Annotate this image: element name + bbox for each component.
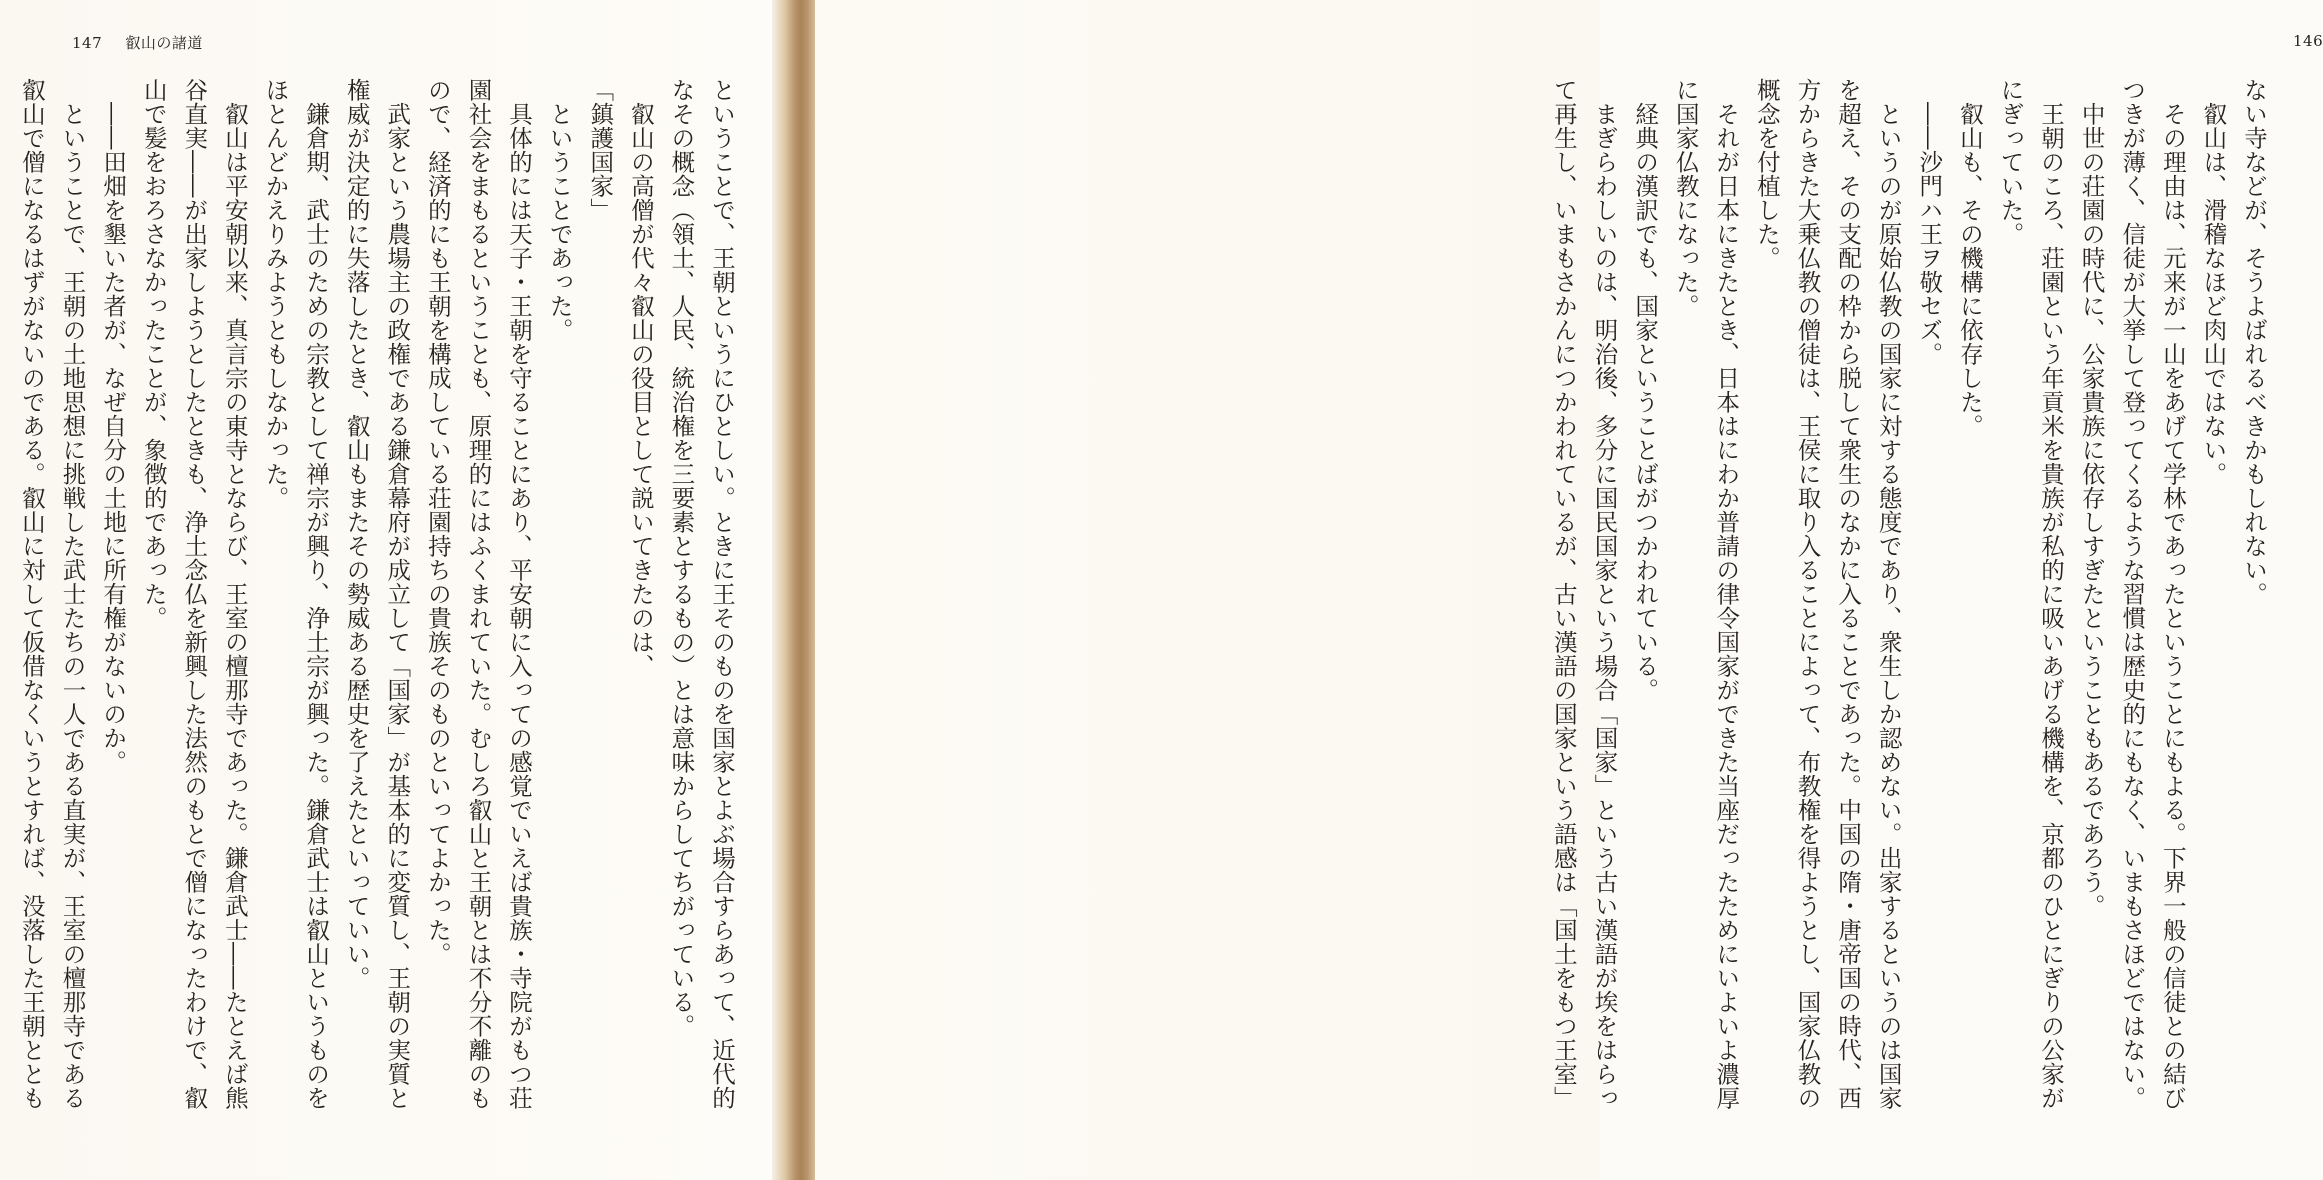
text-line: 谷直実――が出家しようとしたときも、浄土念仏を新興した法然のもとで僧になったわけで、叡 (180, 78, 209, 1110)
text-line: ほとんどかえりみようともしなかった。 (261, 78, 290, 510)
text-line: ――田畑を墾いた者が、なぜ自分の土地に所有権がないのか。 (99, 78, 128, 774)
text-line: て再生し、いまもさかんにつかわれているが、古い漢語の国家という語感は「国土をもつ王室」 (1549, 78, 1578, 1110)
text-line: 園社会をまもるということも、原理的にはふくまれていた。むしろ叡山と王朝とは不分不離のも (464, 78, 493, 1110)
right-page-body (1549, 78, 2274, 1143)
right-page-header (2293, 32, 2323, 50)
text-line: 叡山は、滑稽なほど肉山ではない。 (2199, 78, 2228, 486)
text-line: 鎌倉期、武士のための宗教として禅宗が興り、浄土宗が興った。鎌倉武士は叡山というものを (302, 78, 331, 1110)
text-line: 叡山の高僧が代々叡山の役目として説いてきたのは、 (626, 78, 655, 678)
text-line: に国家仏教になった。 (1671, 78, 1700, 318)
text-line: 「鎮護国家」 (586, 78, 615, 222)
text-line: 概念を付植した。 (1752, 78, 1781, 270)
right-page (815, 0, 2323, 1180)
text-line: ということで、王朝というにひとしい。ときに王そのものを国家とよぶ場合すらあって、近代的 (708, 78, 736, 1110)
text-line: にぎっていた。 (1996, 78, 2025, 246)
text-line: なその概念（領土、人民、統治権を三要素とするもの）とは意味からしてちがっている。 (667, 78, 696, 1038)
text-line: というのが原始仏教の国家に対する態度であり、衆生しか認めない。出家するというのは国家 (1874, 78, 1903, 1110)
left-page-body (17, 78, 742, 1143)
text-line: 経典の漢訳でも、国家ということばがつかわれている。 (1631, 78, 1660, 702)
text-line: それが日本にきたとき、日本はにわか普請の律令国家ができた当座だったためにいよいよ濃厚 (1712, 78, 1741, 1110)
text-line: つきが薄く、信徒が大挙して登ってくるような習慣は歴史的にもなく、いまもさほどではない。 (2118, 78, 2147, 1110)
left-page-number: 147 (72, 34, 103, 52)
text-line: 武家という農場主の政権である鎌倉幕府が成立して「国家」が基本的に変質し、王朝の実質と (383, 78, 412, 1110)
text-line: 山で髪をおろさなかったことが、象徴的であった。 (139, 78, 168, 630)
text-line: 叡山は平安朝以来、真言宗の東寺とならび、王室の檀那寺であった。鎌倉武士――たとえば熊 (220, 78, 249, 1110)
text-line: ということであった。 (545, 78, 574, 342)
text-line: 叡山で僧になるはずがないのである。叡山に対して仮借なくいうとすれば、没落した王朝ととも (17, 78, 46, 1110)
text-line: 叡山も、その機構に依存した。 (1955, 78, 1984, 438)
text-line: ということで、王朝の土地思想に挑戦した武士たちの一人である直実が、王室の檀那寺である (58, 78, 87, 1110)
text-line: 権威が決定的に失落したとき、叡山もまたその勢威ある歴史を了えたといっていい。 (342, 78, 371, 990)
left-page (0, 0, 785, 1180)
text-line: ない寺などが、そうよばれるべきかもしれない。 (2240, 78, 2268, 606)
text-line: 具体的には天子・王朝を守ることにあり、平安朝に入っての感覚でいえば貴族・寺院がもつ荘 (505, 78, 534, 1110)
text-line: 王朝のころ、荘園という年貢米を貴族が私的に吸いあげる機構を、京都のひとにぎりの公家が (2037, 78, 2066, 1110)
text-line: ので、経済的にも王朝を構成している荘園持ちの貴族そのものといってよかった。 (423, 78, 452, 966)
text-line: 方からきた大乗仏教の僧徒は、王侯に取り入ることによって、布教権を得ようとし、国家仏教の (1793, 78, 1822, 1110)
left-page-header (72, 32, 203, 53)
right-page-number: 146 (2293, 32, 2323, 50)
text-line: 中世の荘園の時代に、公家貴族に依存しすぎたということもあるであろう。 (2077, 78, 2106, 918)
text-line: ――沙門ハ王ヲ敬セズ。 (1915, 78, 1944, 366)
text-line: を超え、その支配の枠から脱して衆生のなかに入ることであった。中国の隋・唐帝国の時代、西 (1834, 78, 1863, 1110)
running-title: 叡山の諸道 (125, 34, 203, 52)
text-line: まぎらわしいのは、明治後、多分に国民国家という場合「国家」という古い漢語が埃をはらっ (1590, 78, 1619, 1110)
text-line: その理由は、元来が一山をあげて学林であったということにもよる。下界一般の信徒との結び (2158, 78, 2187, 1110)
